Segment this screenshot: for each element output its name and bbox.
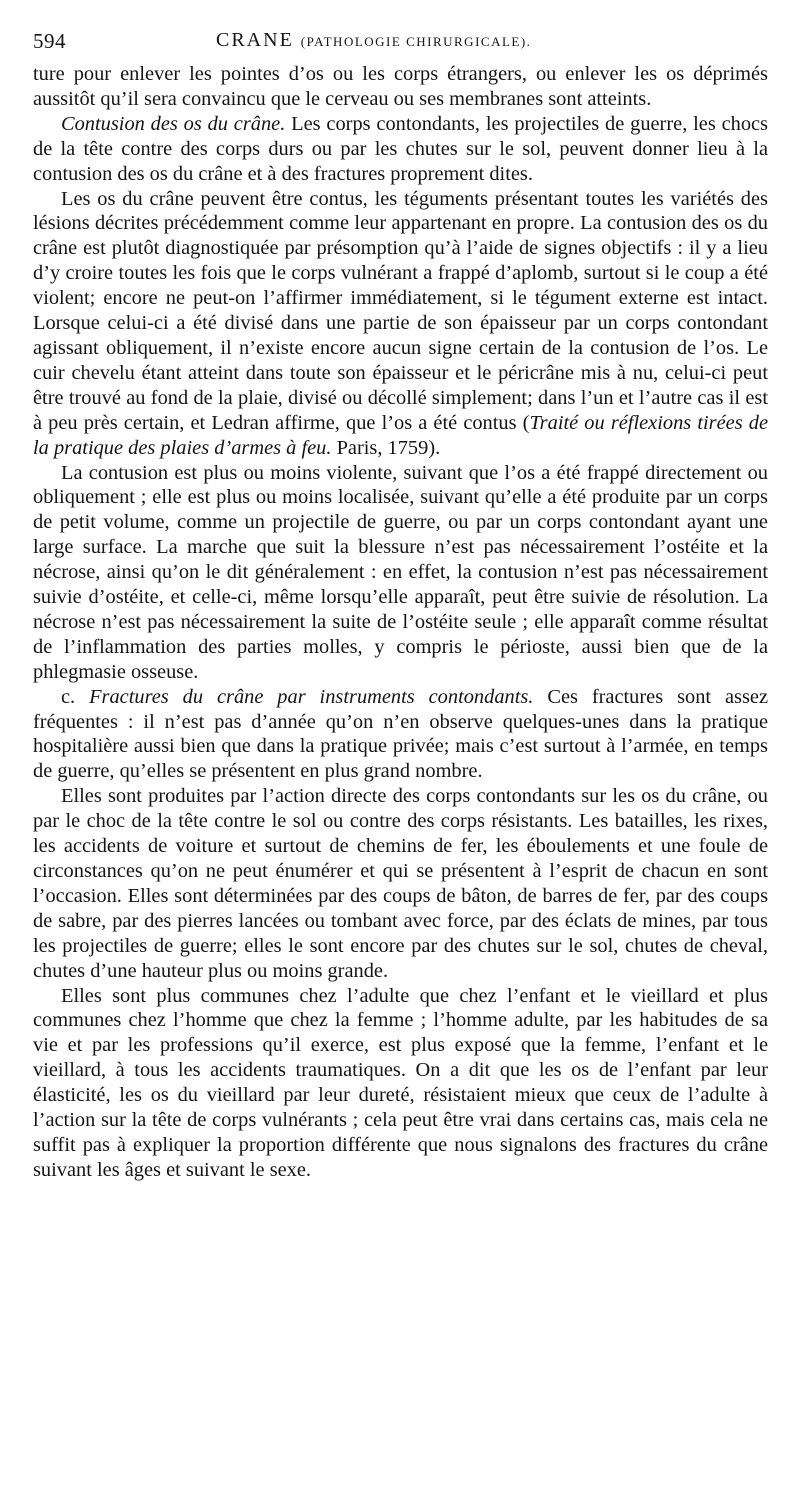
paragraph — [33, 187, 768, 461]
text-run: Ces fractures sont assez fréquentes : il n’est pas d’année qu’on n’en observe quelques-unes dans la pratique hospitalière aussi bien que dans la pratique privée; mais c’est surtout à l’armée, en temps de guerre, qu’elles se présentent en plus grand nombre. — [33, 685, 769, 783]
paragraph — [33, 62, 768, 112]
paragraph — [33, 112, 768, 187]
text-run: c. — [61, 685, 90, 708]
running-title-subtitle: (PATHOLOGIE CHIRURGICALE). — [300, 34, 532, 49]
running-title — [216, 29, 531, 52]
paragraph — [33, 461, 768, 685]
text-run: Les corps contondants, les projectiles de guerre, les chocs de la tête contre des corps durs ou par les chutes sur le sol, peuvent donner lieu à la contusion des os du crâne et à des fractures proprement dites. — [33, 112, 768, 185]
running-header — [33, 29, 773, 59]
paragraph — [33, 784, 768, 983]
text-run: Elles sont plus communes chez l’adulte que chez l’enfant et le vieillard et plus communes chez l’homme que chez la femme ; l’homme adulte, par les habitudes de sa vie et par les professions qu’il exerce, est plus exposé que la femme, l’enfant et le vieillard, à tous les accidents traumatiques. On a dit que les os de l’enfant par leur élasticité, les os du vieillard par leur dureté, résistaient mieux que ceux de l’adulte à l’action sur la tête de corps vulnérants ; cela peut être vrai dans certains cas, mais cela ne suffit pas à expliquer la proportion différente que nous signalons des fractures du crâne suivant les âges et suivant le sexe. — [33, 984, 768, 1181]
text-run: La contusion est plus ou moins violente, suivant que l’os a été frappé directement ou obliquement ; elle est plus ou moins localisée, suivant qu’elle a été produite par un corps de petit volume, comme un projectile de guerre, ou par un corps contondant ayant une large surface. La marche que suit la blessure n’est pas nécessairement l’ostéite et la nécrose, ainsi qu’on le dit généralement : en effet, la contusion n’est pas nécessairement suivie d’ostéite, et celle-ci, même lorsqu’elle apparaît, peut être suivie de résolution. La nécrose n’est pas nécessairement la suite de l’ostéite seule ; elle apparaît comme résultat de l’inflammation des parties molles, y compris le périoste, aussi bien que de la phlegmasie osseuse. — [33, 461, 768, 683]
italic-text: Fractures du crâne par instruments contondants. — [89, 685, 534, 708]
text-run: ture pour enlever les pointes d’os ou les corps étrangers, ou enlever les os déprimés aussitôt qu’il sera convaincu que le cerveau ou ses membranes sont atteints. — [33, 63, 768, 110]
text-run: Paris, 1759). — [331, 436, 441, 459]
running-title-main: CRANE — [216, 29, 294, 51]
page-number: 594 — [33, 29, 66, 53]
paragraph — [33, 685, 768, 785]
text-run: Elles sont produites par l’action directe des corps contondants sur les os du crâne, ou par le choc de la tête contre le sol ou contre des corps résistants. Les batailles, les rixes, les accidents de voiture et surtout de chemins de fer, les éboulements et une foule de circonstances qu’on ne peut énumérer et qui se présentent à l’esprit de chacun en sont l’occasion. Elles sont déterminées par des coups de bâton, de barres de fer, par des coups de sabre, par des pierres lancées ou tombant avec force, par des éclats de mines, par tous les projectiles de guerre; elles le sont encore par des chutes sur le sol, chutes de cheval, chutes d’une hauteur plus ou moins grande. — [33, 785, 768, 982]
italic-text: Contusion des os du crâne. — [61, 112, 286, 135]
body-text — [33, 62, 768, 1183]
paragraph — [33, 984, 768, 1183]
text-run: Les os du crâne peuvent être contus, les téguments présentant toutes les variétés des lésions décrites précédemment comme leur appartenant en propre. La contusion des os du crâne est plutôt diagnostiquée par présomption qu’à l’aide de signes objectifs : il y a lieu d’y croire toutes les fois que le corps vulnérant a frappé d’aplomb, surtout si le coup a été violent; encore ne peut-on l’affirmer immédiatement, si le tégument externe est intact. Lorsque celui-ci a été divisé dans une partie de son épaisseur par un corps contondant agissant obliquement, il n’existe encore aucun signe certain de la contusion de l’os. Le cuir chevelu étant atteint dans toute son épaisseur et le péricrâne mis à nu, celui-ci peut être trouvé au fond de la plaie, divisé ou décollé simplement; dans l’un et l’autre cas il est à peu près certain, et Ledran affirme, que l’os a été contus ( — [33, 187, 768, 434]
italic-text: Traité ou réflexions tirées de la pratique des plaies d’armes à feu. — [33, 411, 769, 459]
